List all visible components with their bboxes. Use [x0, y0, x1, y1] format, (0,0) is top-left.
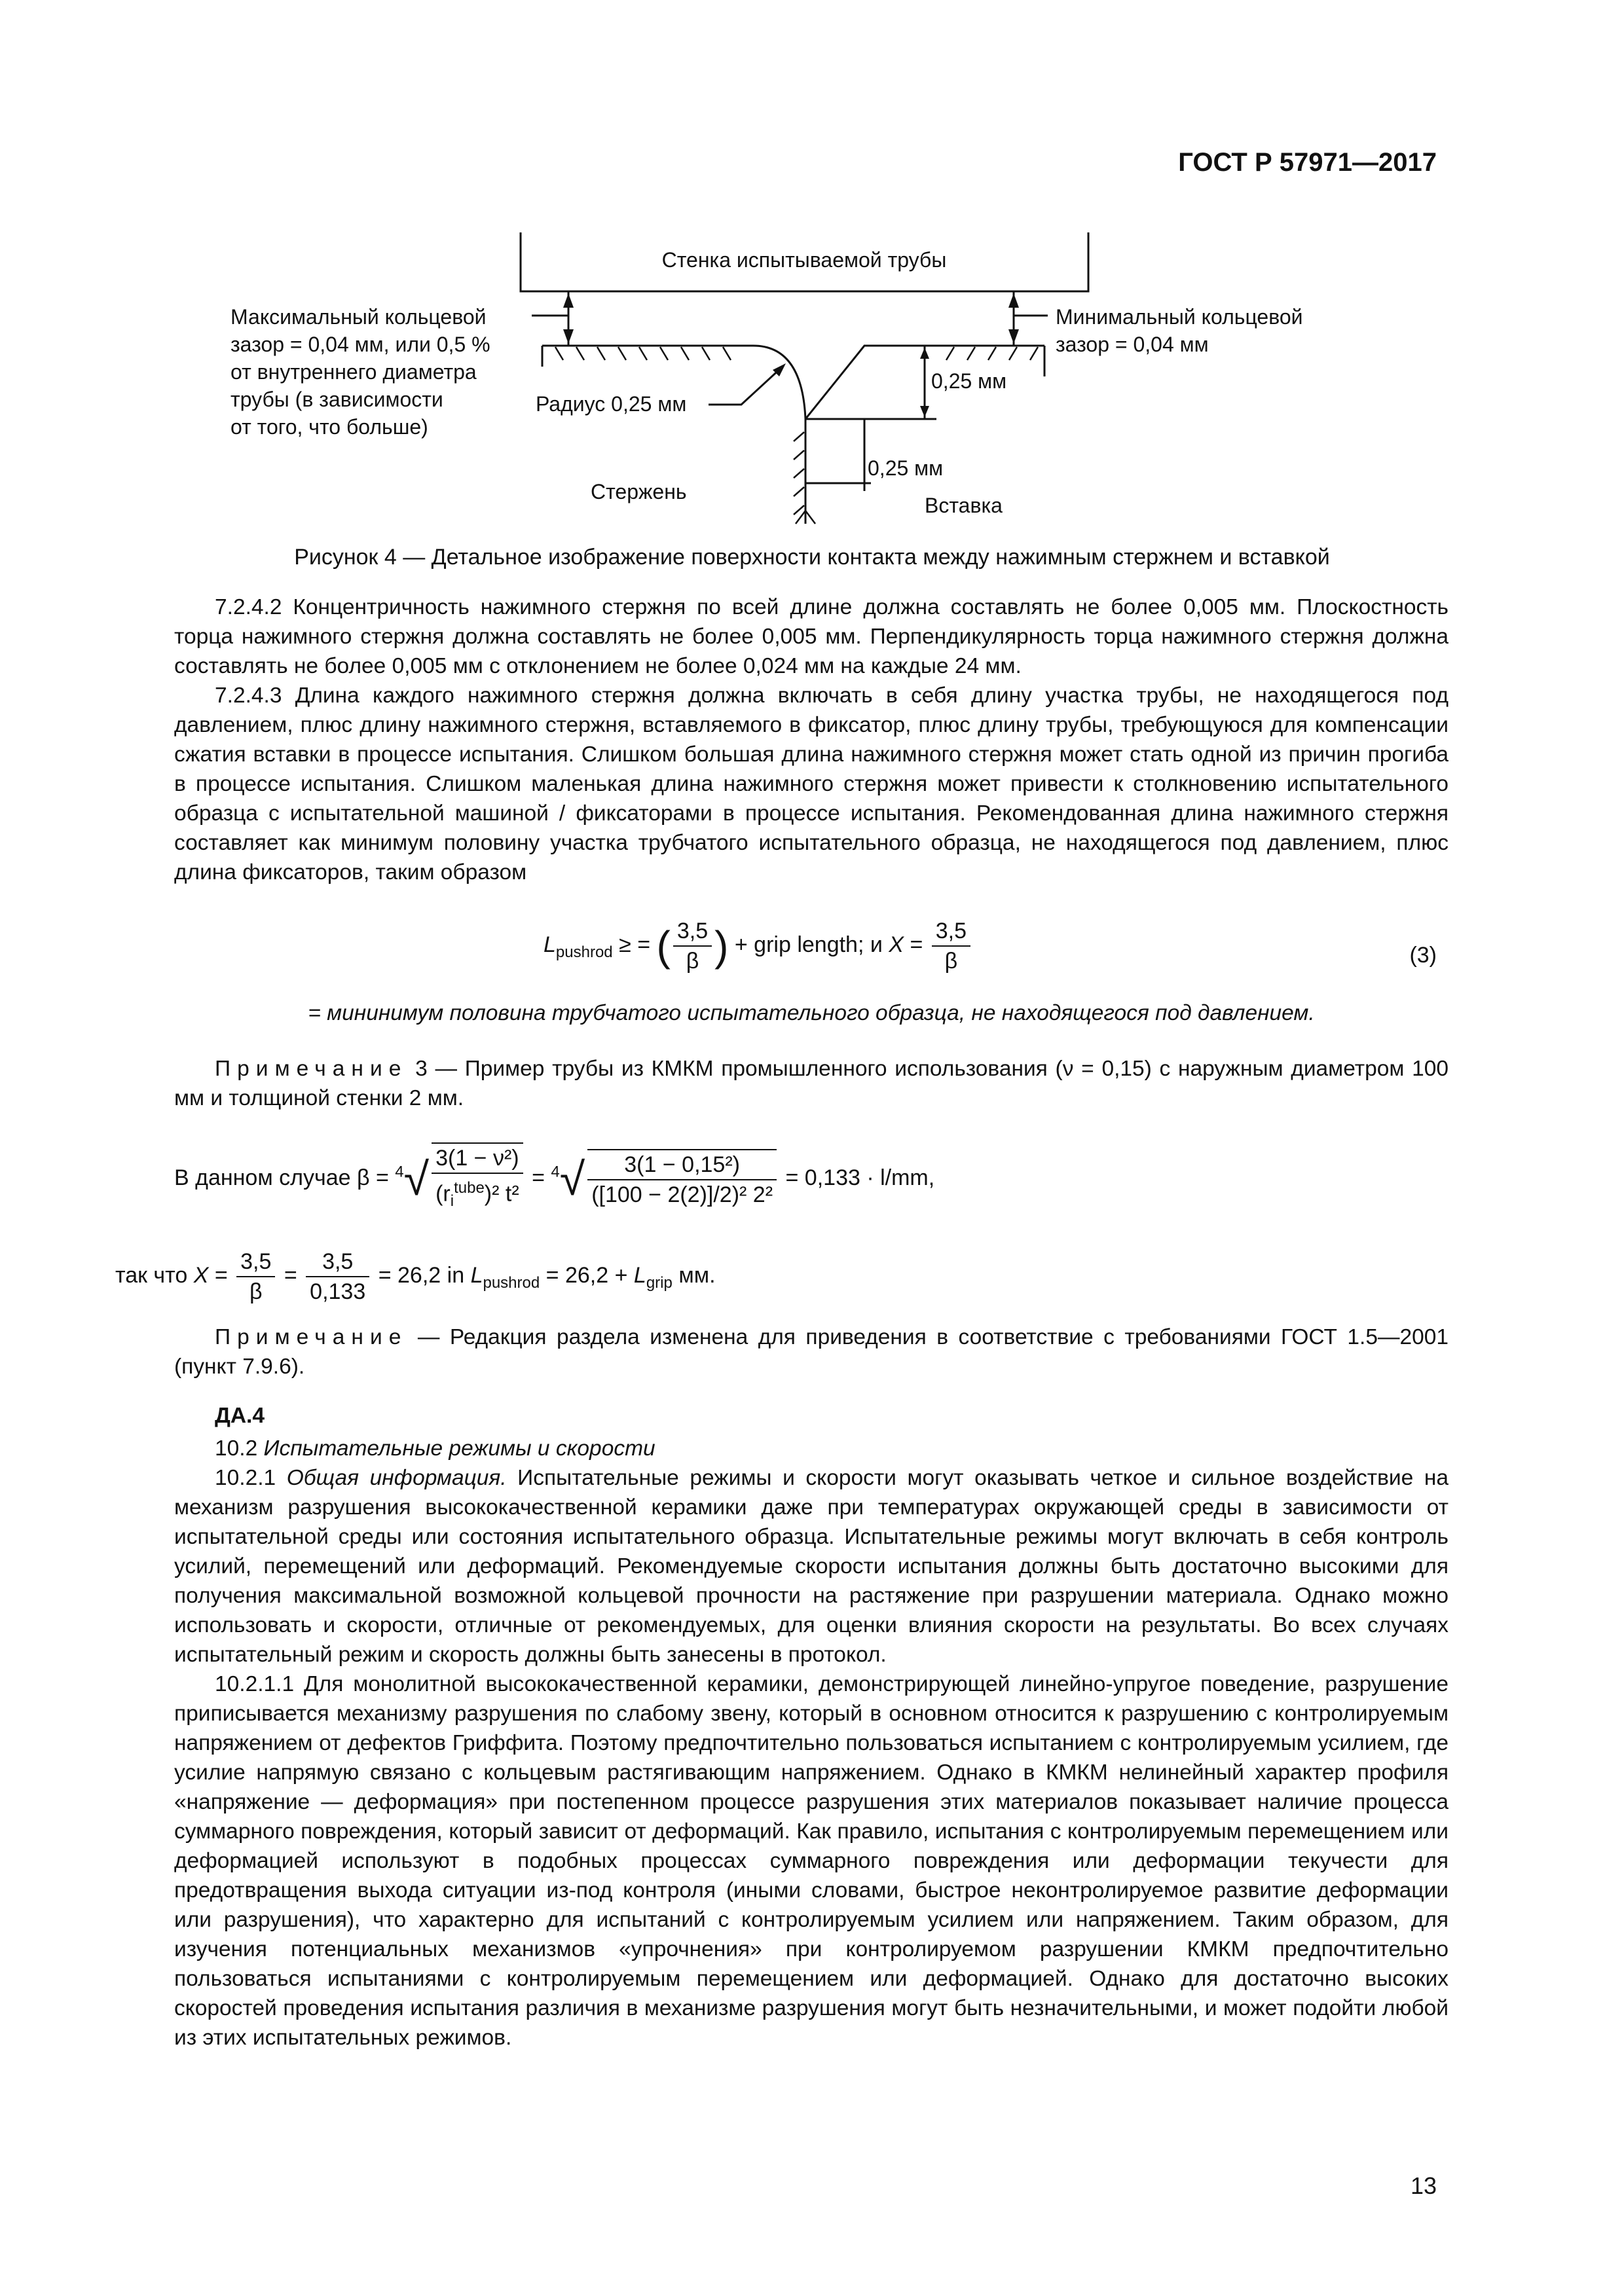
formula-x	[115, 1247, 716, 1306]
formula3-fraction-2	[932, 917, 970, 975]
hatch-mark	[723, 347, 731, 360]
x-symbol: X	[193, 1262, 209, 1288]
label-rod: Стержень	[591, 480, 687, 503]
note-3	[174, 1054, 1449, 1113]
beta-den2: ([100 − 2(2)]/2)² 2²	[591, 1182, 773, 1208]
beta-symbol: β =	[356, 1165, 389, 1191]
hatch-mark	[967, 347, 975, 360]
formula3-eq: =	[910, 932, 923, 957]
radius-leader	[709, 367, 783, 405]
x-eq: =	[214, 1262, 228, 1288]
beta-fraction-2	[587, 1149, 777, 1209]
hatch-mark	[576, 347, 584, 360]
formula3-num2: 3,5	[932, 917, 970, 947]
beta-den1-sub: i	[450, 1192, 454, 1211]
paragraph-102	[174, 1434, 1449, 1463]
x-L2: L	[633, 1262, 646, 1288]
beta-num2: 3(1 − 0,15²)	[587, 1150, 777, 1180]
paragraph-7242: 7.2.4.2 Концентричность нажимного стержня по всей длине должна составлять не более 0,005 мм. Плоскостность торца нажимного стержня должна составлять не более 0,005 мм. Перпендикулярность торца нажимного стержня должна составлять не более 0,005 мм с отклонением не более 0,024 мм на каждые 24 мм.	[174, 595, 1449, 678]
formula3-plus-grip: + grip length; и	[734, 932, 883, 957]
note-edit	[174, 1322, 1449, 1381]
standard-code: ГОСТ Р 57971—2017	[1178, 148, 1437, 177]
hatch-mark	[702, 347, 710, 360]
hatch-mark	[681, 347, 689, 360]
label-tube-wall: Стенка испытываемой трубы	[661, 248, 947, 272]
label-dim-horizontal: 0,25 мм	[868, 456, 944, 480]
beta-lead: В данном случае	[174, 1165, 351, 1191]
hatch-mark	[660, 347, 668, 360]
x-num2: 3,5	[306, 1247, 369, 1277]
note-edit-text: — Редакция раздела изменена для приведения в соответствие с требованиями ГОСТ 1.5—2001 (пункт 7.9.6).	[174, 1325, 1449, 1379]
note-edit-label: Примечание	[215, 1325, 408, 1349]
formula3-X: X	[889, 932, 904, 957]
hatch-mark	[794, 487, 804, 496]
x-fraction-2	[306, 1247, 369, 1306]
beta-eq1: =	[532, 1165, 545, 1191]
formula3-L-sub: pushrod	[555, 943, 613, 961]
hatch-mark	[639, 347, 647, 360]
x-eq-b: =	[284, 1262, 297, 1288]
x-mid: = 26,2 in	[378, 1262, 465, 1288]
x-unit: мм.	[678, 1262, 716, 1288]
hatch-mark	[555, 347, 563, 360]
hatch-mark	[597, 347, 605, 360]
beta-result: = 0,133 · l/mm,	[785, 1165, 935, 1191]
beta-den1-rest: )² t²	[484, 1181, 519, 1207]
formula3-num: 3,5	[673, 917, 712, 947]
label-max-gap-1: Максимальный кольцевой	[231, 305, 487, 329]
p1021-text: Испытательные режимы и скорости могут оказывать четкое и сильное воздействие на механизм разрушения высококачественной керамики даже при температурах окружающей среды в зависимости от испытательной среды или состояния испытательного образца. Испытательные режимы могут включать в себя контроль усилий, перемещений или деформаций. Рекомендуемые скорости испытания должны быть достаточно высокими для получения максимальной возможной кольцевой прочности на растяжение при разрушении материала. Однако можно использовать и скорости, отличные от рекомендуемых, для оценки влияния скорости на результаты. Во всех случаях испытательный режим и скорость должны быть занесены в протокол.	[174, 1466, 1449, 1667]
equation-number: (3)	[1409, 943, 1437, 968]
paragraph-7243: 7.2.4.3 Длина каждого нажимного стержня должна включать в себя длину участка трубы, не находящегося под давлением, плюс длину нажимного стержня, вставляемого в фиксатор, плюс длину трубы, требующуюся для компенсации сжатия вставки в процессе испытания. Слишком большая длина нажимного стержня может стать одной из причин прогиба в процессе испытания. Слишком маленькая длина нажимного стержня может привести к столкновению испытательного образца с испытательной машиной / фиксаторами в процессе испытания. Рекомендованная длина нажимного стержня составляет как минимум половину участка трубчатого испытательного образца, не находящегося под давлением, плюс длина фиксаторов, таким образом	[174, 683, 1449, 884]
x-lead: так что	[115, 1262, 188, 1288]
hatch-mark	[988, 347, 996, 360]
label-radius: Радиус 0,25 мм	[536, 392, 687, 416]
paragraph-10211: 10.2.1.1 Для монолитной высококачественной керамики, демонстрирующей линейно-упругое поведение, разрушение приписывается механизму разрушения по слабому звену, который в основном относится к разрушению с контролируемым напряжением от дефектов Гриффита. Поэтому предпочтительно пользоваться испытанием с контролируемым усилием, где усилие напрямую связано с кольцевым растягивающим напряжением. Однако в КМКМ нелинейный характер профиля «напряжение — деформация» при постепенном процессе разрушения этих материалов показывает наличие процесса суммарного повреждения, который зависит от деформаций. Как правило, испытания с контролируемым перемещением или деформацией используют в подобных процессах суммарного повреждения или деформации текучести для предотвращения выхода ситуации из-под контроля (иными словами, быстрое неконтролируемое развитие деформации или разрушения), что характерно для испытаний с контролируемым усилием или напряжением. Таким образом, для изучения потенциальных механизмов «упрочнения» при контролируемом разрушении КМКМ предпочтительно пользоваться испытаниями с контролируемым перемещением или деформацией. Однако для достаточно высоких скоростей проведения испытания различия в механизме разрушения могут быть незначительными, и может подойти любой из этих испытательных режимов.	[174, 1672, 1449, 2050]
label-min-gap-2: зазор = 0,04 мм	[1056, 333, 1209, 356]
label-min-gap-1: Минимальный кольцевой	[1056, 305, 1303, 329]
hatch-mark	[618, 347, 626, 360]
beta-den1-sup: tube	[454, 1179, 485, 1197]
beta-root-index-2: 4	[551, 1163, 560, 1181]
formula-3: $L_{pushrod}$ ≥ = ( $\frac{3,5}{\beta}$ ) + grip length; и X = $\frac{3,5}{\beta}$	[544, 917, 973, 975]
label-max-gap-2: зазор = 0,04 мм, или 0,5 %	[231, 333, 490, 356]
hatch-mark	[794, 432, 804, 441]
section-heading: ДА.4	[215, 1404, 265, 1428]
formula3-L: L	[544, 932, 556, 957]
note3-text: 3 — Пример трубы из КМКМ промышленного использования (ν = 0,15) с наружным диаметром 100 мм и толщиной стенки 2 мм.	[174, 1057, 1449, 1110]
hatch-mark	[805, 511, 815, 524]
p102-title: Испытательные режимы и скорости	[263, 1436, 655, 1461]
label-insert: Вставка	[925, 494, 1003, 517]
x-den1: β	[249, 1279, 263, 1304]
formula3-fraction	[673, 917, 712, 975]
label-max-gap-5: от того, что больше)	[231, 415, 428, 439]
beta-fraction-1	[432, 1142, 523, 1216]
hatch-mark	[794, 450, 804, 460]
page-number: 13	[1410, 2172, 1437, 2199]
hatch-mark	[1009, 347, 1017, 360]
label-max-gap-4: трубы (в зависимости	[231, 388, 443, 411]
x-eq2: = 26,2 +	[545, 1262, 628, 1288]
figure-4-diagram	[0, 0, 1624, 537]
p1021-number: 10.2.1	[215, 1466, 276, 1490]
formula3-note-text: = мининимум половина трубчатого испытательного образца, не находящегося под давлением.	[308, 1001, 1315, 1025]
hatch-mark	[946, 347, 954, 360]
label-dim-vertical: 0,25 мм	[931, 369, 1007, 393]
formula-beta: В данном случае β = $^4$√ $\frac{\text{3(1 − ν²)}}{(r_i^{tube})^2 t^2}$ = $^4$√ $\frac{\text{3(1 − 0,15²)}}{\text{([100 − 2(2)]/2)² 2²}}$ = 0,133 · l/mm,	[174, 1142, 934, 1216]
formula3-note	[174, 998, 1449, 1028]
x-fraction-1	[236, 1247, 275, 1306]
hatch-mark	[794, 469, 804, 478]
x-L2-sub: grip	[646, 1273, 673, 1292]
formula3-den2: β	[944, 949, 958, 974]
figure-caption: Рисунок 4 — Детальное изображение поверхности контакта между нажимным стержнем и вставкой	[294, 545, 1330, 570]
x-L-sub: pushrod	[483, 1273, 540, 1292]
x-num1: 3,5	[236, 1247, 275, 1277]
p102-number: 10.2	[215, 1436, 258, 1461]
x-L: L	[470, 1262, 483, 1288]
formula3-rel: ≥ =	[619, 932, 651, 957]
hatch-mark	[1030, 347, 1038, 360]
paragraph-1021	[174, 1463, 1449, 1669]
p1021-title: Общая информация.	[286, 1466, 507, 1490]
label-max-gap-3: от внутреннего диаметра	[231, 360, 477, 384]
formula3-den: β	[686, 949, 699, 974]
beta-den1-r: (r	[435, 1181, 451, 1207]
note3-label: Примечание	[215, 1057, 408, 1081]
x-den2: 0,133	[310, 1279, 366, 1304]
beta-den1	[432, 1174, 523, 1216]
beta-root-index: 4	[395, 1163, 404, 1181]
beta-num1: 3(1 − ν²)	[432, 1144, 523, 1174]
